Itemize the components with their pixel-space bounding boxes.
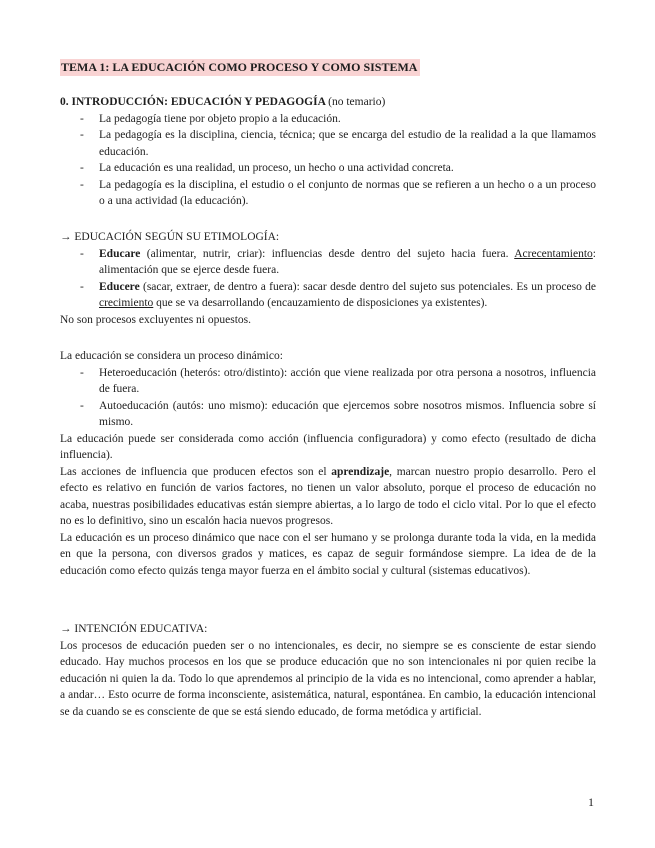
intencion-section: [60, 621, 596, 720]
intro-section: [60, 94, 596, 210]
p2-start: Las acciones de influencia que producen efectos son el: [60, 465, 332, 478]
dinamico-paragraph-3: La educación es un proceso dinámico que nace con el ser humano y se prolonga durante toda la vida, en la medida en que la persona, con diversos grados y matices, es capaz de seguir formándose siempre. La idea de de la educación como efecto quizás tenga mayor fuerza en el ámbito social y cultural (sistemas educativos).: [60, 531, 596, 577]
educare-term: Educare: [99, 247, 141, 260]
etimologia-section: [60, 229, 596, 328]
intencion-paragraph: Los procesos de educación pueden ser o no intencionales, es decir, no siempre se es consciente de estar siendo educado. Hay muchos procesos en los que se produce educación que no son intencionales ni por quien recibe la educación ni quien la da. Todo lo que aprendemos al principio de la vida es no intencional, como aprender a hablar, a andar… Esto ocurre de forma inconsciente, asistemática, natural, espontánea. En cambio, la educación intencional se da cuando se es consciente de que se está siendo educado, de forma metódica y artificial.: [60, 639, 596, 718]
intencion-heading: → INTENCIÓN EDUCATIVA:: [60, 623, 208, 635]
intro-heading-text: 0. INTRODUCCIÓN: EDUCACIÓN Y PEDAGOGÍA: [60, 96, 326, 108]
etimologia-closing: No son procesos excluyentes ni opuestos.: [60, 313, 251, 326]
educere-rest: que se va desarrollando (encauzamiento de disposiciones ya existentes).: [153, 297, 488, 309]
intro-heading: [60, 94, 596, 111]
list-item: - Autoeducación (autós: uno mismo): educación que ejercemos sobre nosotros mismos. Influencia sobre sí mismo.: [60, 398, 596, 431]
list-item-educere: [60, 279, 596, 312]
list-item: - La pedagogía es la disciplina, ciencia, técnica; que se encarga del estudio de la realidad a la que llamamos educación.: [60, 127, 596, 160]
list-item: - La pedagogía es la disciplina, el estudio o el conjunto de normas que se refieren a un hecho o a un proceso o a una actividad (la educación).: [60, 177, 596, 210]
educere-def: (sacar, extraer, de dentro a fuera): sacar desde dentro del sujeto sus potenciales. Es un proceso de: [139, 280, 596, 293]
educare-underlined: Acrecentamiento: [514, 247, 593, 260]
intro-heading-note: (no temario): [328, 96, 386, 108]
dinamico-section: [60, 348, 596, 579]
dinamico-paragraph-2: [60, 464, 596, 530]
p2-bold: aprendizaje: [331, 465, 390, 478]
educere-term: Educere: [99, 280, 140, 293]
p2-end: , marcan nuestro propio desarrollo. Pero el efecto es relativo en función de varios factores, no tienen un valor absoluto, porque el proceso de educación no acaba, nuestras posibilidades educativas están siempre abiertas, a lo largo de todo el ciclo vital. Por lo que el efecto no es lo definitivo, sino un escalón hacia nuevos progresos.: [60, 465, 596, 527]
page-number: 1: [588, 795, 594, 809]
educere-underlined: crecimiento: [99, 297, 154, 309]
etimologia-heading: → EDUCACIÓN SEGÚN SU ETIMOLOGÍA:: [60, 231, 280, 243]
list-item: - La educación es una realidad, un proceso, un hecho o una actividad concreta.: [60, 160, 596, 177]
intro-list: [60, 111, 596, 210]
educare-rest: : alimentación que se ejerce desde fuera.: [99, 247, 596, 276]
document-title: TEMA 1: LA EDUCACIÓN COMO PROCESO Y COMO SISTEMA: [60, 59, 420, 76]
list-item: - Heteroeducación (heterós: otro/distinto): acción que viene realizada por otra persona a nosotros, influencia de fuera.: [60, 365, 596, 398]
list-item: - La pedagogía tiene por objeto propio a la educación.: [60, 111, 596, 128]
list-item-educare: [60, 246, 596, 279]
dinamico-paragraph-1: La educación puede ser considerada como acción (influencia configuradora) y como efecto (resultado de dicha influencia).: [60, 432, 596, 461]
etimologia-list: [60, 246, 596, 312]
educare-def: (alimentar, nutrir, criar): influencias desde dentro del sujeto hacia fuera.: [140, 247, 509, 260]
dinamico-lead: La educación se considera un proceso dinámico:: [60, 350, 283, 362]
dinamico-list: [60, 365, 596, 431]
